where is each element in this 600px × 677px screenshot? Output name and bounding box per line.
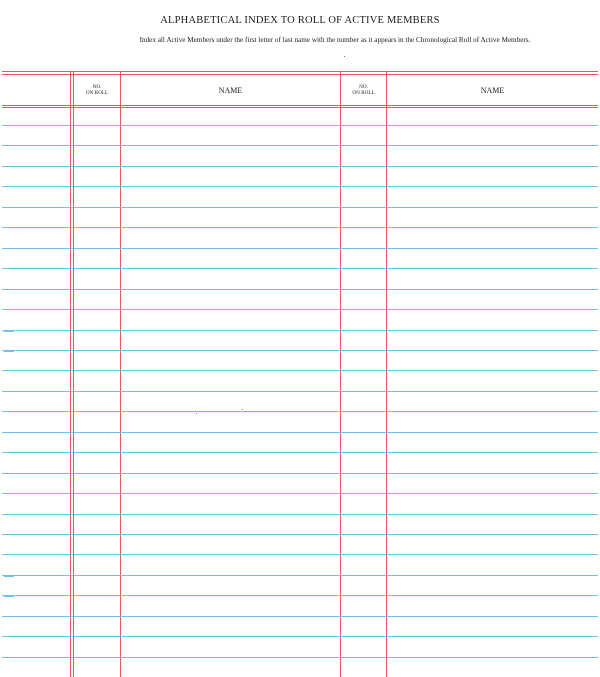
left-number-label-2: ON ROLL <box>85 90 109 96</box>
right-number-column-header <box>341 72 386 108</box>
ruled-line <box>2 166 598 167</box>
right-number-column-rule <box>386 72 387 677</box>
ruled-line <box>2 493 598 494</box>
ruled-line <box>2 145 598 146</box>
ruled-line <box>2 575 598 576</box>
paper-speck <box>344 56 345 57</box>
margin-rule-double <box>73 72 74 677</box>
ruled-line <box>2 350 598 351</box>
ruled-line <box>2 207 598 208</box>
ruled-line <box>2 452 598 453</box>
page-instruction: Index all Active Members under the first letter of last name with the number as it appears in the Chronological Roll of Active Members. <box>139 36 531 44</box>
ruled-line <box>2 595 598 596</box>
ruled-line <box>2 473 598 474</box>
ruled-line <box>2 514 598 515</box>
ruled-line <box>2 268 598 269</box>
ruled-line <box>2 657 598 658</box>
left-name-column-header <box>121 72 340 108</box>
ruled-line <box>2 289 598 290</box>
page-title: ALPHABETICAL INDEX TO ROLL OF ACTIVE MEMBERS <box>160 15 440 26</box>
left-number-label-1: NO. <box>92 84 102 90</box>
margin-tick <box>4 331 14 332</box>
margin-tick <box>4 351 14 352</box>
right-number-label-2: ON ROLL <box>352 90 375 96</box>
ruled-line <box>2 636 598 637</box>
margin-tick <box>4 576 14 577</box>
margin-rule <box>70 72 71 677</box>
center-column-rule <box>340 72 341 677</box>
ruled-line <box>2 534 598 535</box>
ruled-line <box>2 370 598 371</box>
right-name-column-header <box>387 72 598 108</box>
margin-tick <box>4 596 14 597</box>
ruled-line <box>2 616 598 617</box>
ruled-line <box>2 432 598 433</box>
ruled-line <box>2 411 598 412</box>
right-name-label: NAME <box>480 85 505 95</box>
paper-speck <box>242 409 243 410</box>
right-number-label-1: NO. <box>359 84 368 90</box>
ruled-line <box>2 248 598 249</box>
left-name-label: NAME <box>218 85 243 95</box>
left-number-column-rule <box>120 72 121 677</box>
ruled-line <box>2 125 598 126</box>
ruled-line <box>2 186 598 187</box>
ruled-line <box>2 391 598 392</box>
left-number-column-header <box>74 72 120 108</box>
ruled-line <box>2 554 598 555</box>
ruled-line <box>2 330 598 331</box>
paper-speck <box>196 413 197 414</box>
ruled-line <box>2 227 598 228</box>
ruled-line <box>2 309 598 310</box>
